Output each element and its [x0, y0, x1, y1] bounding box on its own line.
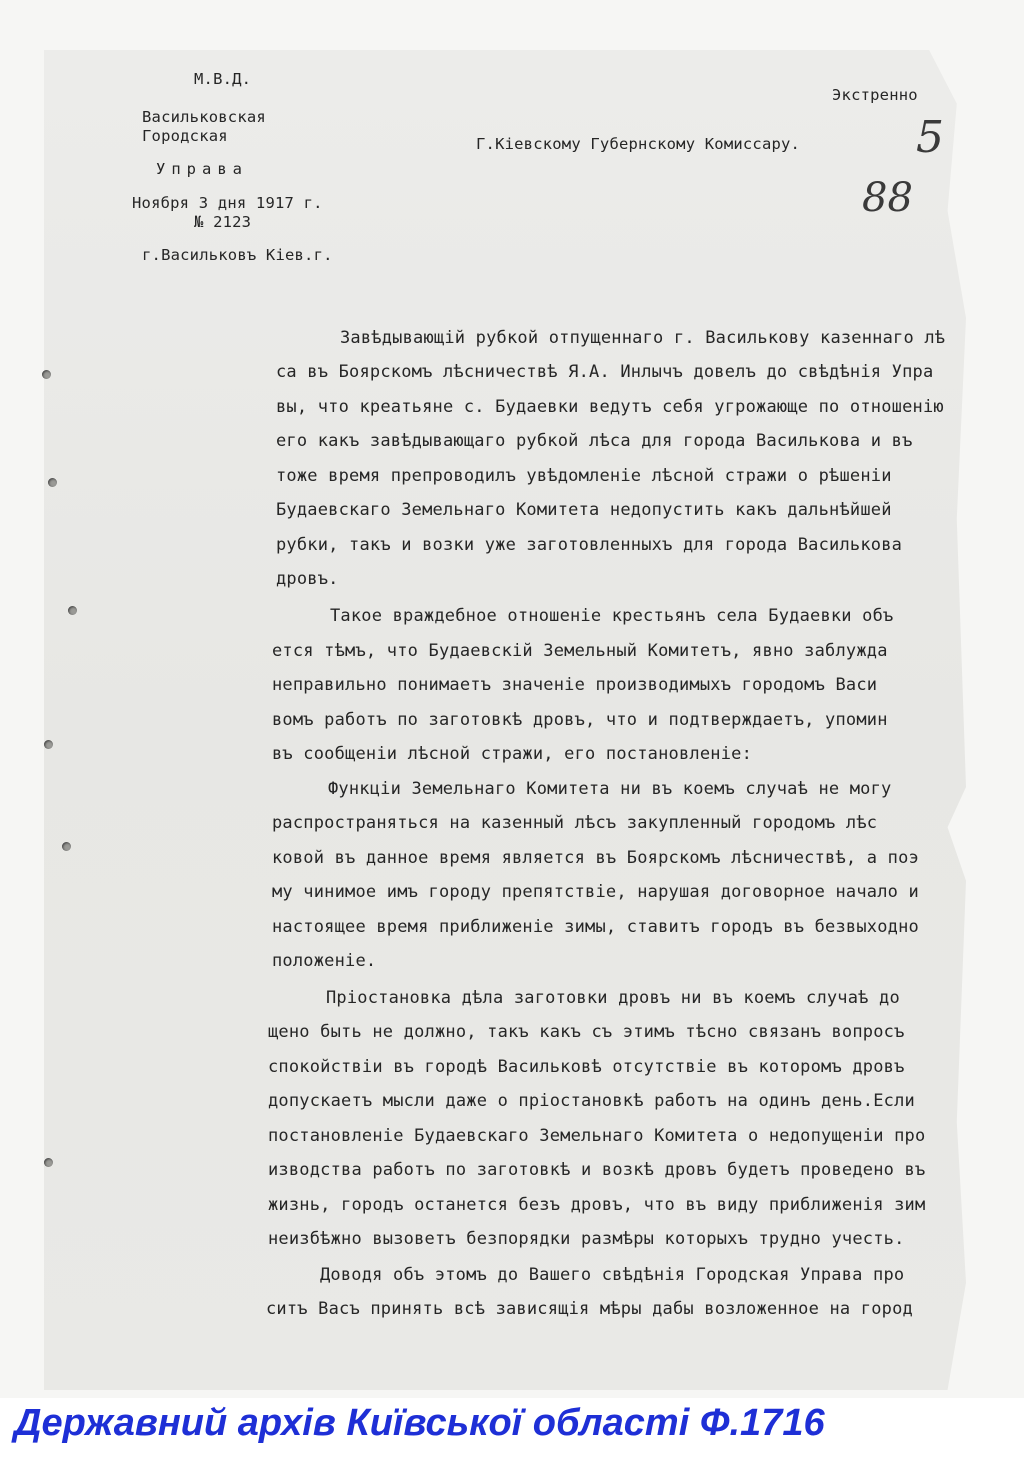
- binding-hole: [62, 842, 71, 851]
- body-line: положенiе.: [272, 951, 377, 971]
- body-line: настоящее время приближенiе зимы, ставитъ городъ въ безвыходно: [272, 917, 919, 937]
- body-line: допускаетъ мысли даже о прiостановкѣ работъ на одинъ день.Если: [268, 1091, 915, 1111]
- header-org-line1: Васильковская: [142, 108, 266, 126]
- header-org-line3: Управа: [156, 160, 248, 178]
- body-line: тоже время препроводилъ увѣдомленiе лѣсной стражи о рѣшенiи: [276, 466, 892, 486]
- body-line: изводства работъ по заготовкѣ и возкѣ дровъ будетъ проведено въ: [268, 1160, 926, 1180]
- body-line: ковой въ данное время является въ Боярскомъ лѣсничествѣ, а поэ: [272, 848, 919, 868]
- header-date: Ноября 3 дня 1917 г.: [132, 194, 323, 212]
- binding-hole: [44, 740, 53, 749]
- body-line: вы, что креатьяне с. Будаевки ведутъ себя угрожающе по отношенiю: [276, 397, 944, 417]
- header-urgency: Экстренно: [832, 86, 918, 104]
- body-line: му чинимое имъ городу препятствiе, нарушая договорное начало и: [272, 882, 919, 902]
- body-line: Функцiи Земельнаго Комитета ни въ коемъ случаѣ не могу: [328, 779, 892, 799]
- header-org-line2: Городская: [142, 127, 228, 145]
- folio-number-mid: 88: [862, 175, 913, 221]
- body-line: ситъ Васъ принять всѣ зависящiя мѣры дабы возложенное на город: [266, 1299, 913, 1319]
- body-line: распространяться на казенный лѣсъ закупленный городомъ лѣс: [272, 813, 878, 833]
- body-line: ется тѣмъ, что Будаевскiй Земельный Комитетъ, явно заблужда: [272, 641, 888, 661]
- body-line: его какъ завѣдывающаго рубкой лѣса для города Василькова и въ: [276, 431, 913, 451]
- body-line: Прiостановка дѣла заготовки дровъ ни въ коемъ случаѣ до: [326, 988, 900, 1008]
- archive-caption: Державний архів Київської області Ф.1716: [14, 1402, 825, 1444]
- binding-hole: [44, 1158, 53, 1167]
- body-line: вомъ работъ по заготовкѣ дровъ, что и подтверждаетъ, упомин: [272, 710, 888, 730]
- body-line: щено быть не должно, такъ какъ съ этимъ тѣсно связанъ вопросъ: [268, 1022, 905, 1042]
- body-line: рубки, такъ и возки уже заготовленныхъ для города Василькова: [276, 535, 903, 555]
- header-number: № 2123: [194, 213, 252, 231]
- header-ministry: М.В.Д.: [194, 70, 252, 88]
- body-line: спокойствiи въ городѣ Васильковѣ отсутствiе въ которомъ дровъ: [268, 1057, 905, 1077]
- body-line: неправильно понимаетъ значенiе производимыхъ городомъ Васи: [272, 675, 878, 695]
- body-line: въ сообщенiи лѣсной стражи, его постановленiе:: [272, 744, 753, 764]
- body-line: Такое враждебное отношенiе крестьянъ села Будаевки объ: [330, 606, 894, 626]
- body-line: Будаевскаго Земельнаго Комитета недопустить какъ дальнѣйшей: [276, 500, 892, 520]
- binding-hole: [42, 370, 51, 379]
- body-line: жизнь, городъ останется безъ дровъ, что въ виду приближенiя зим: [268, 1195, 926, 1215]
- header-place: г.Васильковъ Кiев.г.: [142, 246, 333, 264]
- header-addressee: Г.Кiевскому Губернскому Комиссару.: [476, 135, 801, 153]
- body-line: Завѣдывающiй рубкой отпущеннаго г. Василькову казеннаго лѣ: [340, 328, 946, 348]
- body-line: постановленiе Будаевскаго Земельнаго Комитета о недопущенiи про: [268, 1126, 926, 1146]
- binding-hole: [68, 606, 77, 615]
- body-line: неизбѣжно вызоветъ безпорядки размѣры которыхъ трудно учесть.: [268, 1229, 905, 1249]
- binding-hole: [48, 478, 57, 487]
- body-line: са въ Боярскомъ лѣсничествѣ Я.А. Инлычъ довелъ до свѣдѣнiя Упра: [276, 362, 934, 382]
- folio-number-top: 5: [916, 112, 944, 163]
- body-line: дровъ.: [276, 569, 339, 589]
- body-line: Доводя объ этомъ до Вашего свѣдѣнiя Городская Управа про: [320, 1265, 905, 1285]
